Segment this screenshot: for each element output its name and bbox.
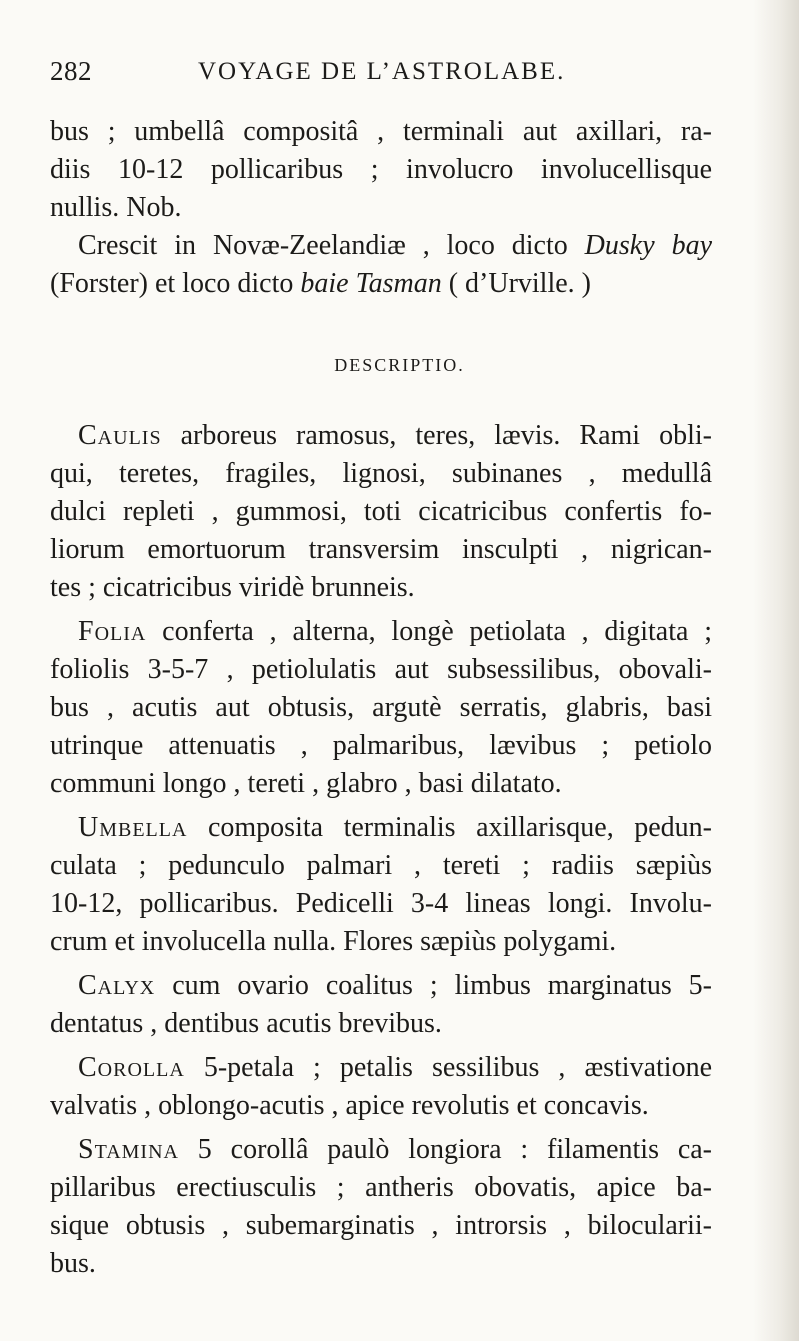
- text-line: Corolla 5-petala ; petalis sessilibus , æstivatione: [78, 1052, 712, 1083]
- text-line: diis 10-12 pollicaribus ; involucro involucellisque: [50, 154, 712, 185]
- term-calyx: Calyx: [78, 970, 156, 1001]
- text-line: pillaribus erectiusculis ; antheris obovatis, apice ba-: [50, 1172, 712, 1203]
- text-line: Calyx cum ovario coalitus ; limbus marginatus 5-: [78, 970, 712, 1001]
- text-line: [50, 227, 712, 265]
- text-line: bus ; umbellâ compositâ , terminali aut axillari, ra-: [50, 116, 712, 147]
- description-body: [50, 417, 712, 1283]
- text-line: Folia conferta , alterna, longè petiolata , digitata ;: [78, 616, 712, 647]
- text-line: dentatus , dentibus acutis brevibus.: [50, 1008, 442, 1039]
- intro-paragraph: [50, 113, 712, 303]
- text-line: [50, 265, 712, 303]
- text-line: liorum emortuorum transversim insculpti , nigrican-: [50, 534, 712, 565]
- term-folia: Folia: [78, 616, 147, 647]
- locality-text: (Forster) et loco dicto: [50, 268, 301, 299]
- term-umbella: Umbella: [78, 812, 188, 843]
- text-line: bus , acutis aut obtusis, argutè serratis, glabris, basi: [50, 692, 712, 723]
- running-title: VOYAGE DE L’ASTROLABE.: [198, 58, 566, 85]
- text-line: Stamina 5 corollâ paulò longiora : filamentis ca-: [78, 1134, 712, 1165]
- term-stamina: Stamina: [78, 1134, 179, 1165]
- term-caulis: Caulis: [78, 420, 162, 451]
- text-line: valvatis , oblongo-acutis , apice revolutis et concavis.: [50, 1090, 649, 1121]
- page-gutter-shadow: [753, 0, 799, 1341]
- text-line: culata ; pedunculo palmari , tereti ; radiis sæpiùs: [50, 850, 712, 881]
- text-line: Caulis arboreus ramosus, teres, lævis. Rami obli-: [78, 420, 712, 451]
- text-line: crum et involucella nulla. Flores sæpiùs polygami.: [50, 926, 617, 957]
- collector-text: ( d’Urville. ): [441, 268, 591, 299]
- text-line: Umbella composita terminalis axillarisque, pedun-: [78, 812, 712, 843]
- page-number: 282: [50, 56, 92, 86]
- text-line: tes ; cicatricibus viridè brunneis.: [50, 572, 415, 603]
- text-line: qui, teretes, fragiles, lignosi, subinanes , medullâ: [50, 458, 712, 489]
- section-heading: DESCRIPTIO.: [334, 355, 465, 375]
- text-line: foliolis 3-5-7 , petiolulatis aut subsessilibus, obovali-: [50, 654, 712, 685]
- text-line: utrinque attenuatis , palmaribus, lævibus ; petiolo: [50, 730, 712, 761]
- locality-name-baie-tasman: baie Tasman: [300, 268, 442, 299]
- term-corolla: Corolla: [78, 1052, 185, 1083]
- text-line: sique obtusis , subemarginatis , introrsis , bilocularii-: [50, 1210, 712, 1241]
- locality-text: Crescit in Novæ-Zeelandiæ , loco dicto: [78, 230, 585, 261]
- text-line: 10-12, pollicaribus. Pedicelli 3-4 lineas longi. Involu-: [50, 888, 712, 919]
- page-header: [50, 56, 710, 96]
- text-line: dulci repleti , gummosi, toti cicatricibus confertis fo-: [50, 496, 712, 527]
- text-line: bus.: [50, 1248, 96, 1279]
- text-line: nullis. Nob.: [50, 192, 182, 223]
- text-line: communi longo , tereti , glabro , basi dilatato.: [50, 768, 562, 799]
- locality-name-dusky-bay: Dusky bay: [584, 230, 712, 261]
